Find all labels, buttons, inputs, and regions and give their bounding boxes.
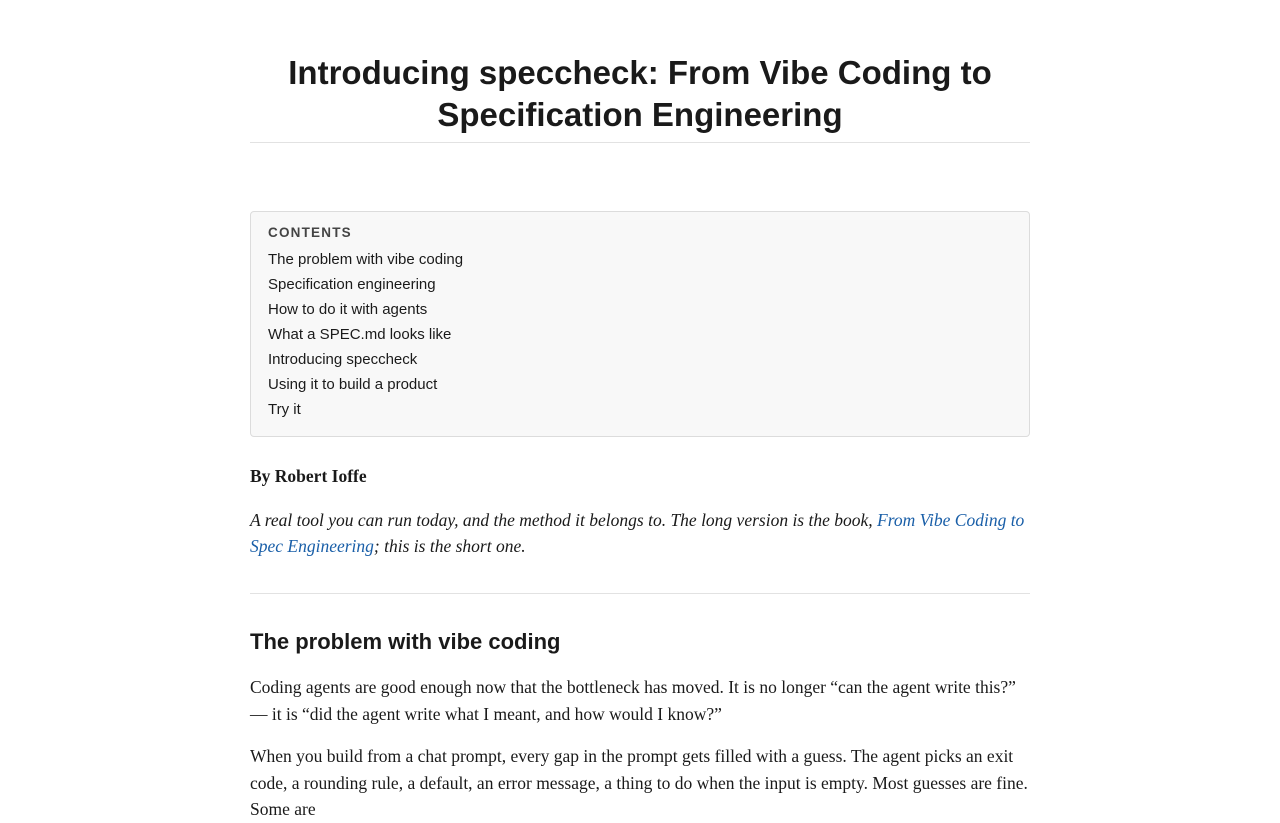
section-divider (250, 593, 1030, 594)
page-title: Introducing speccheck: From Vibe Coding to Specification Engineering (250, 52, 1030, 143)
lede-paragraph (250, 507, 1030, 559)
toc-item-problem-with-vibe-coding[interactable]: The problem with vibe coding (268, 251, 464, 268)
lede-text-after-link: ; this is the short one. (373, 536, 526, 556)
byline: By Robert Ioffe (250, 466, 367, 486)
body-paragraph: Coding agents are good enough now that the bottleneck has moved. It is no longer “can the agent write this?” — it is “did the agent write what I meant, and how would I know?” (250, 677, 1016, 724)
body-paragraph: When you build from a chat prompt, every gap in the prompt gets filled with a guess. The agent picks an exit code, a rounding rule, a default, an error message, a thing to do when the input is empty. Most guesses are fine. Some are (250, 746, 1028, 819)
toc-item-specification-engineering[interactable]: Specification engineering (268, 276, 436, 293)
table-of-contents (250, 211, 1030, 437)
toc-heading: CONTENTS (268, 225, 352, 240)
book-link[interactable]: From Vibe Coding to Spec Engineering (250, 510, 1025, 556)
toc-list (268, 247, 1012, 422)
toc-item-introducing-speccheck[interactable]: Introducing speccheck (268, 351, 418, 368)
toc-item-how-to-do-it-with-agents[interactable]: How to do it with agents (268, 301, 428, 318)
article (250, 0, 1030, 823)
toc-item-what-a-spec-md-looks-like[interactable]: What a SPEC.md looks like (268, 326, 452, 343)
toc-item-try-it[interactable]: Try it (268, 401, 301, 418)
section-heading: The problem with vibe coding (250, 629, 561, 654)
lede-text-before-link: A real tool you can run today, and the method it belongs to. The long version is the book, (250, 510, 878, 530)
toc-item-using-it-to-build-a-product[interactable]: Using it to build a product (268, 376, 438, 393)
